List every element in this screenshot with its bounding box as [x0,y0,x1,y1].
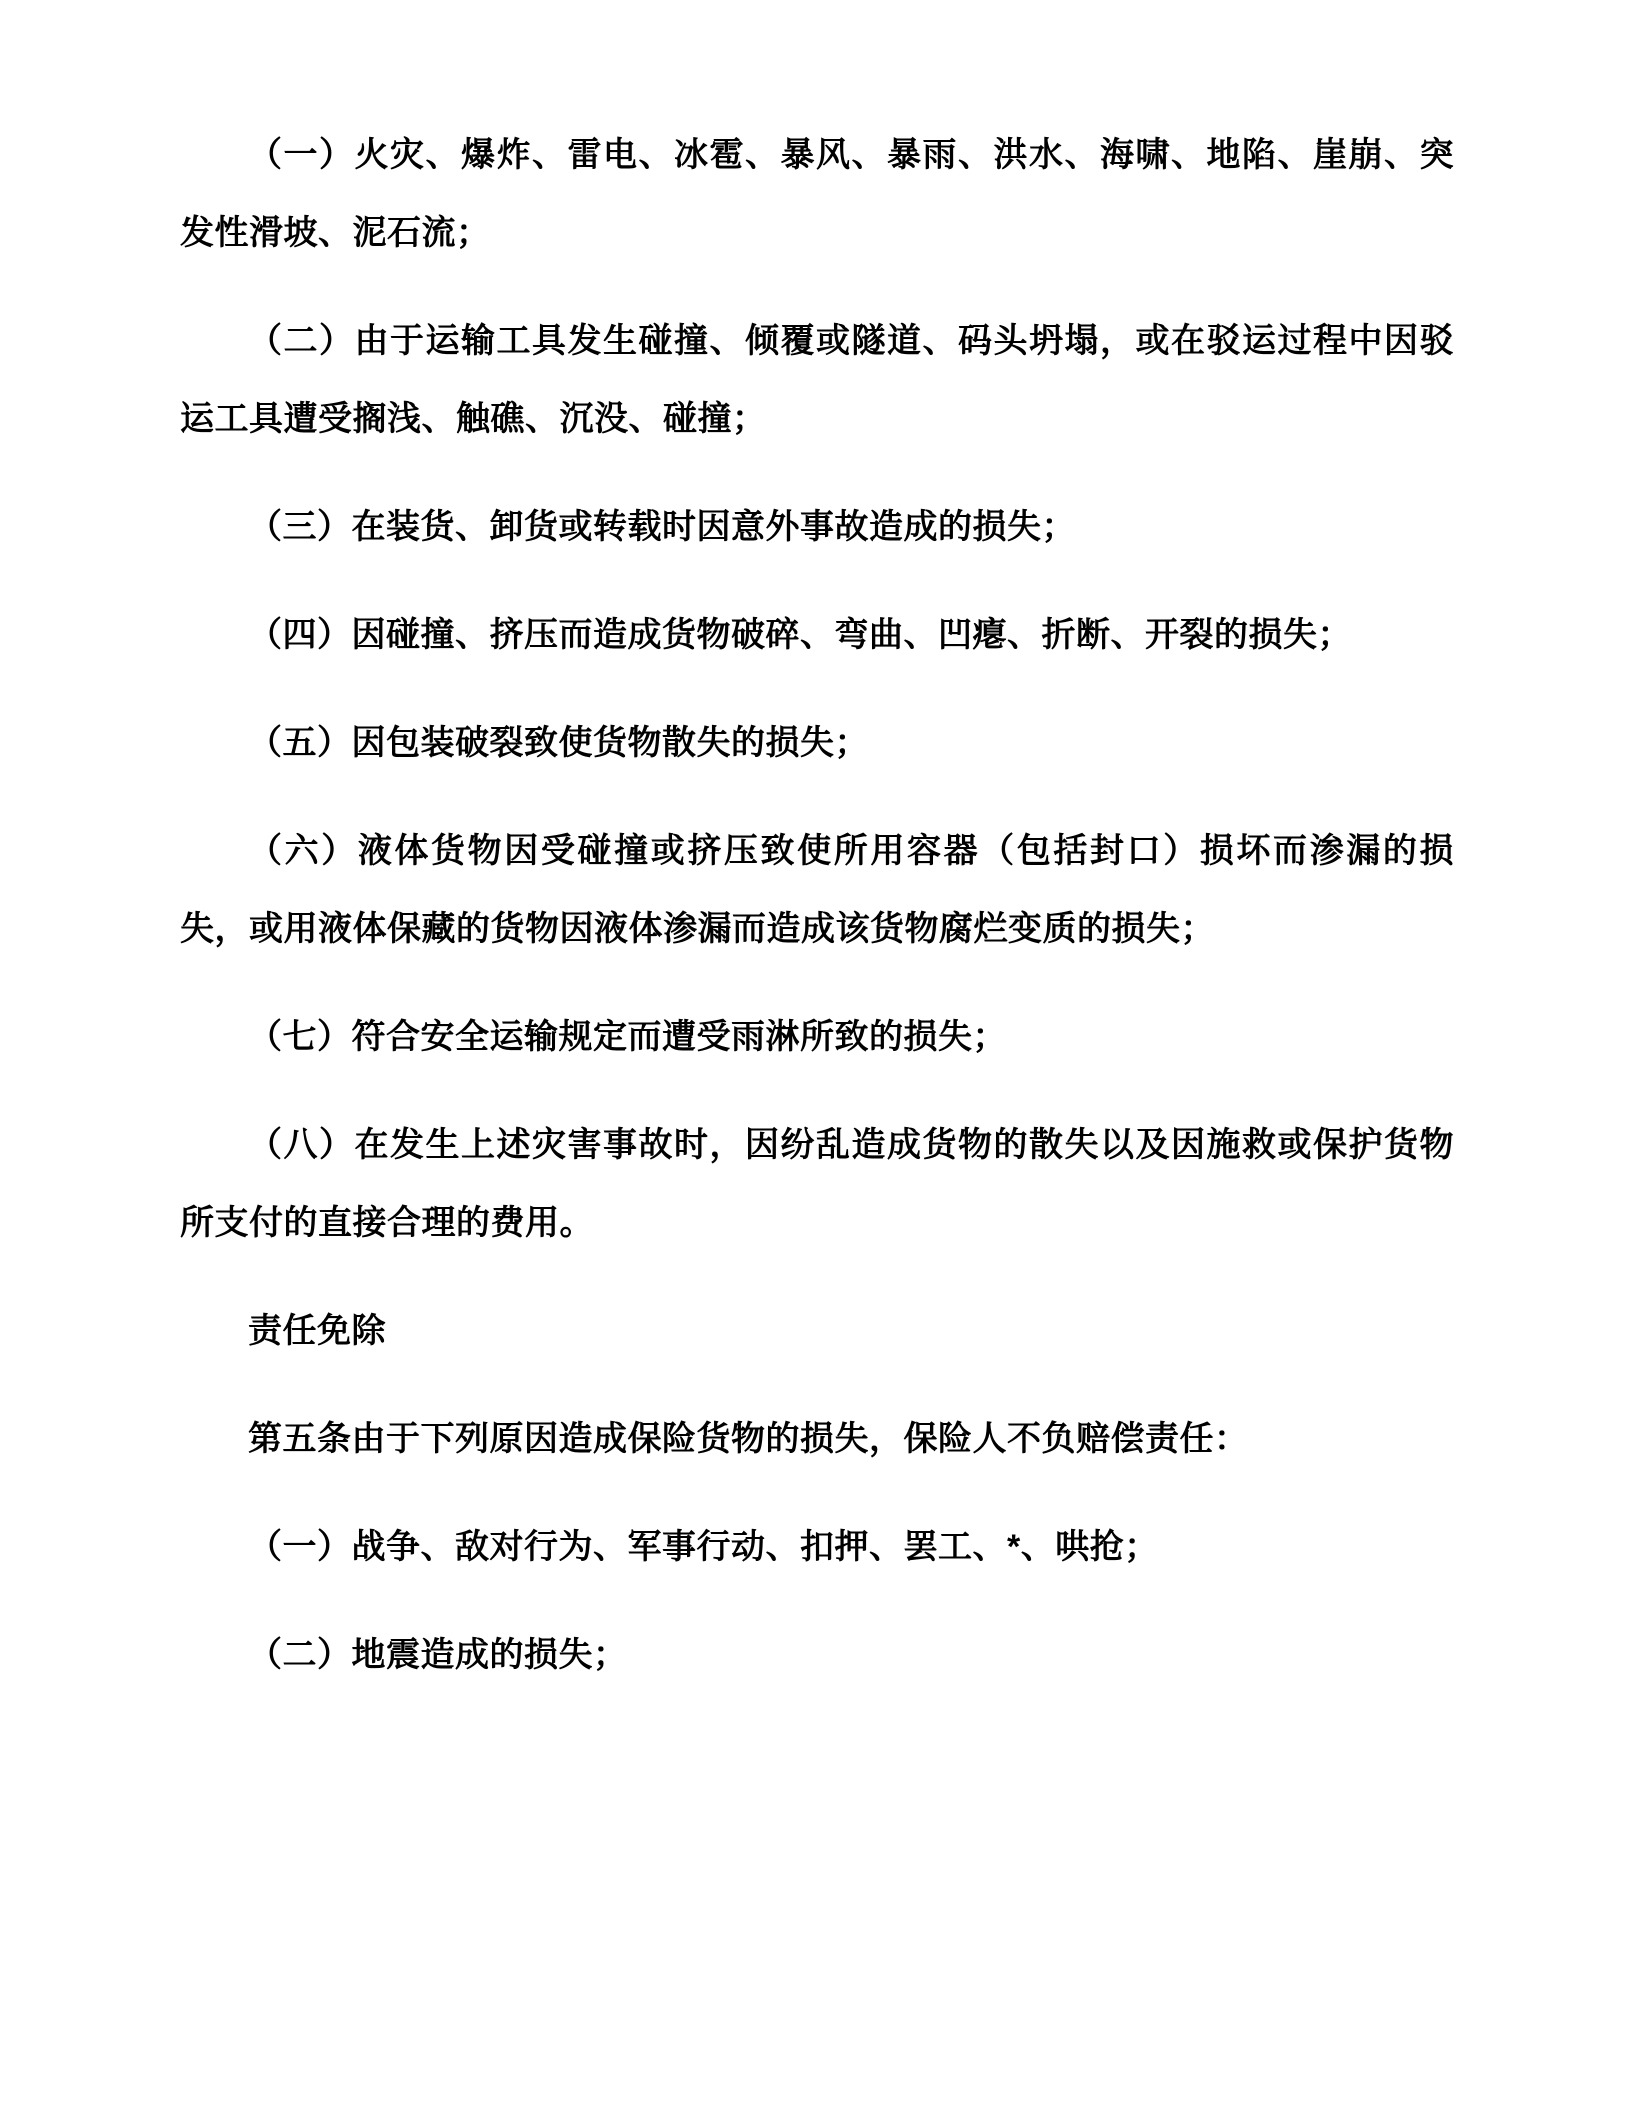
paragraph: （一）战争、敌对行为、军事行动、扣押、罢工、*、哄抢； [248,1528,1159,1566]
paragraph: （五）因包装破裂致使货物散失的损失； [248,724,869,762]
paragraph: （二）地震造成的损失； [248,1636,628,1674]
paragraph: 责任免除 [248,1312,386,1350]
document-body [180,116,1454,1694]
paragraph: 第五条由于下列原因造成保险货物的损失，保险人不负赔偿责任： [248,1420,1249,1458]
paragraph: （七）符合安全运输规定而遭受雨淋所致的损失； [248,1018,1007,1056]
paragraph: （二）由于运输工具发生碰撞、倾覆或隧道、码头坍塌，或在驳运过程中因驳运工具遭受搁浅、触礁、沉没、碰撞； [180,322,1454,438]
paragraph: （四）因碰撞、挤压而造成货物破碎、弯曲、凹瘪、折断、开裂的损失； [248,616,1352,654]
paragraph: （六）液体货物因受碰撞或挤压致使所用容器（包括封口）损坏而渗漏的损失，或用液体保藏的货物因液体渗漏而造成该货物腐烂变质的损失； [180,832,1454,948]
paragraph: （一）火灾、爆炸、雷电、冰雹、暴风、暴雨、洪水、海啸、地陷、崖崩、突发性滑坡、泥石流； [180,136,1454,252]
paragraph: （三）在装货、卸货或转载时因意外事故造成的损失； [248,508,1076,546]
paragraph: （八）在发生上述灾害事故时，因纷乱造成货物的散失以及因施救或保护货物所支付的直接合理的费用。 [180,1126,1454,1242]
